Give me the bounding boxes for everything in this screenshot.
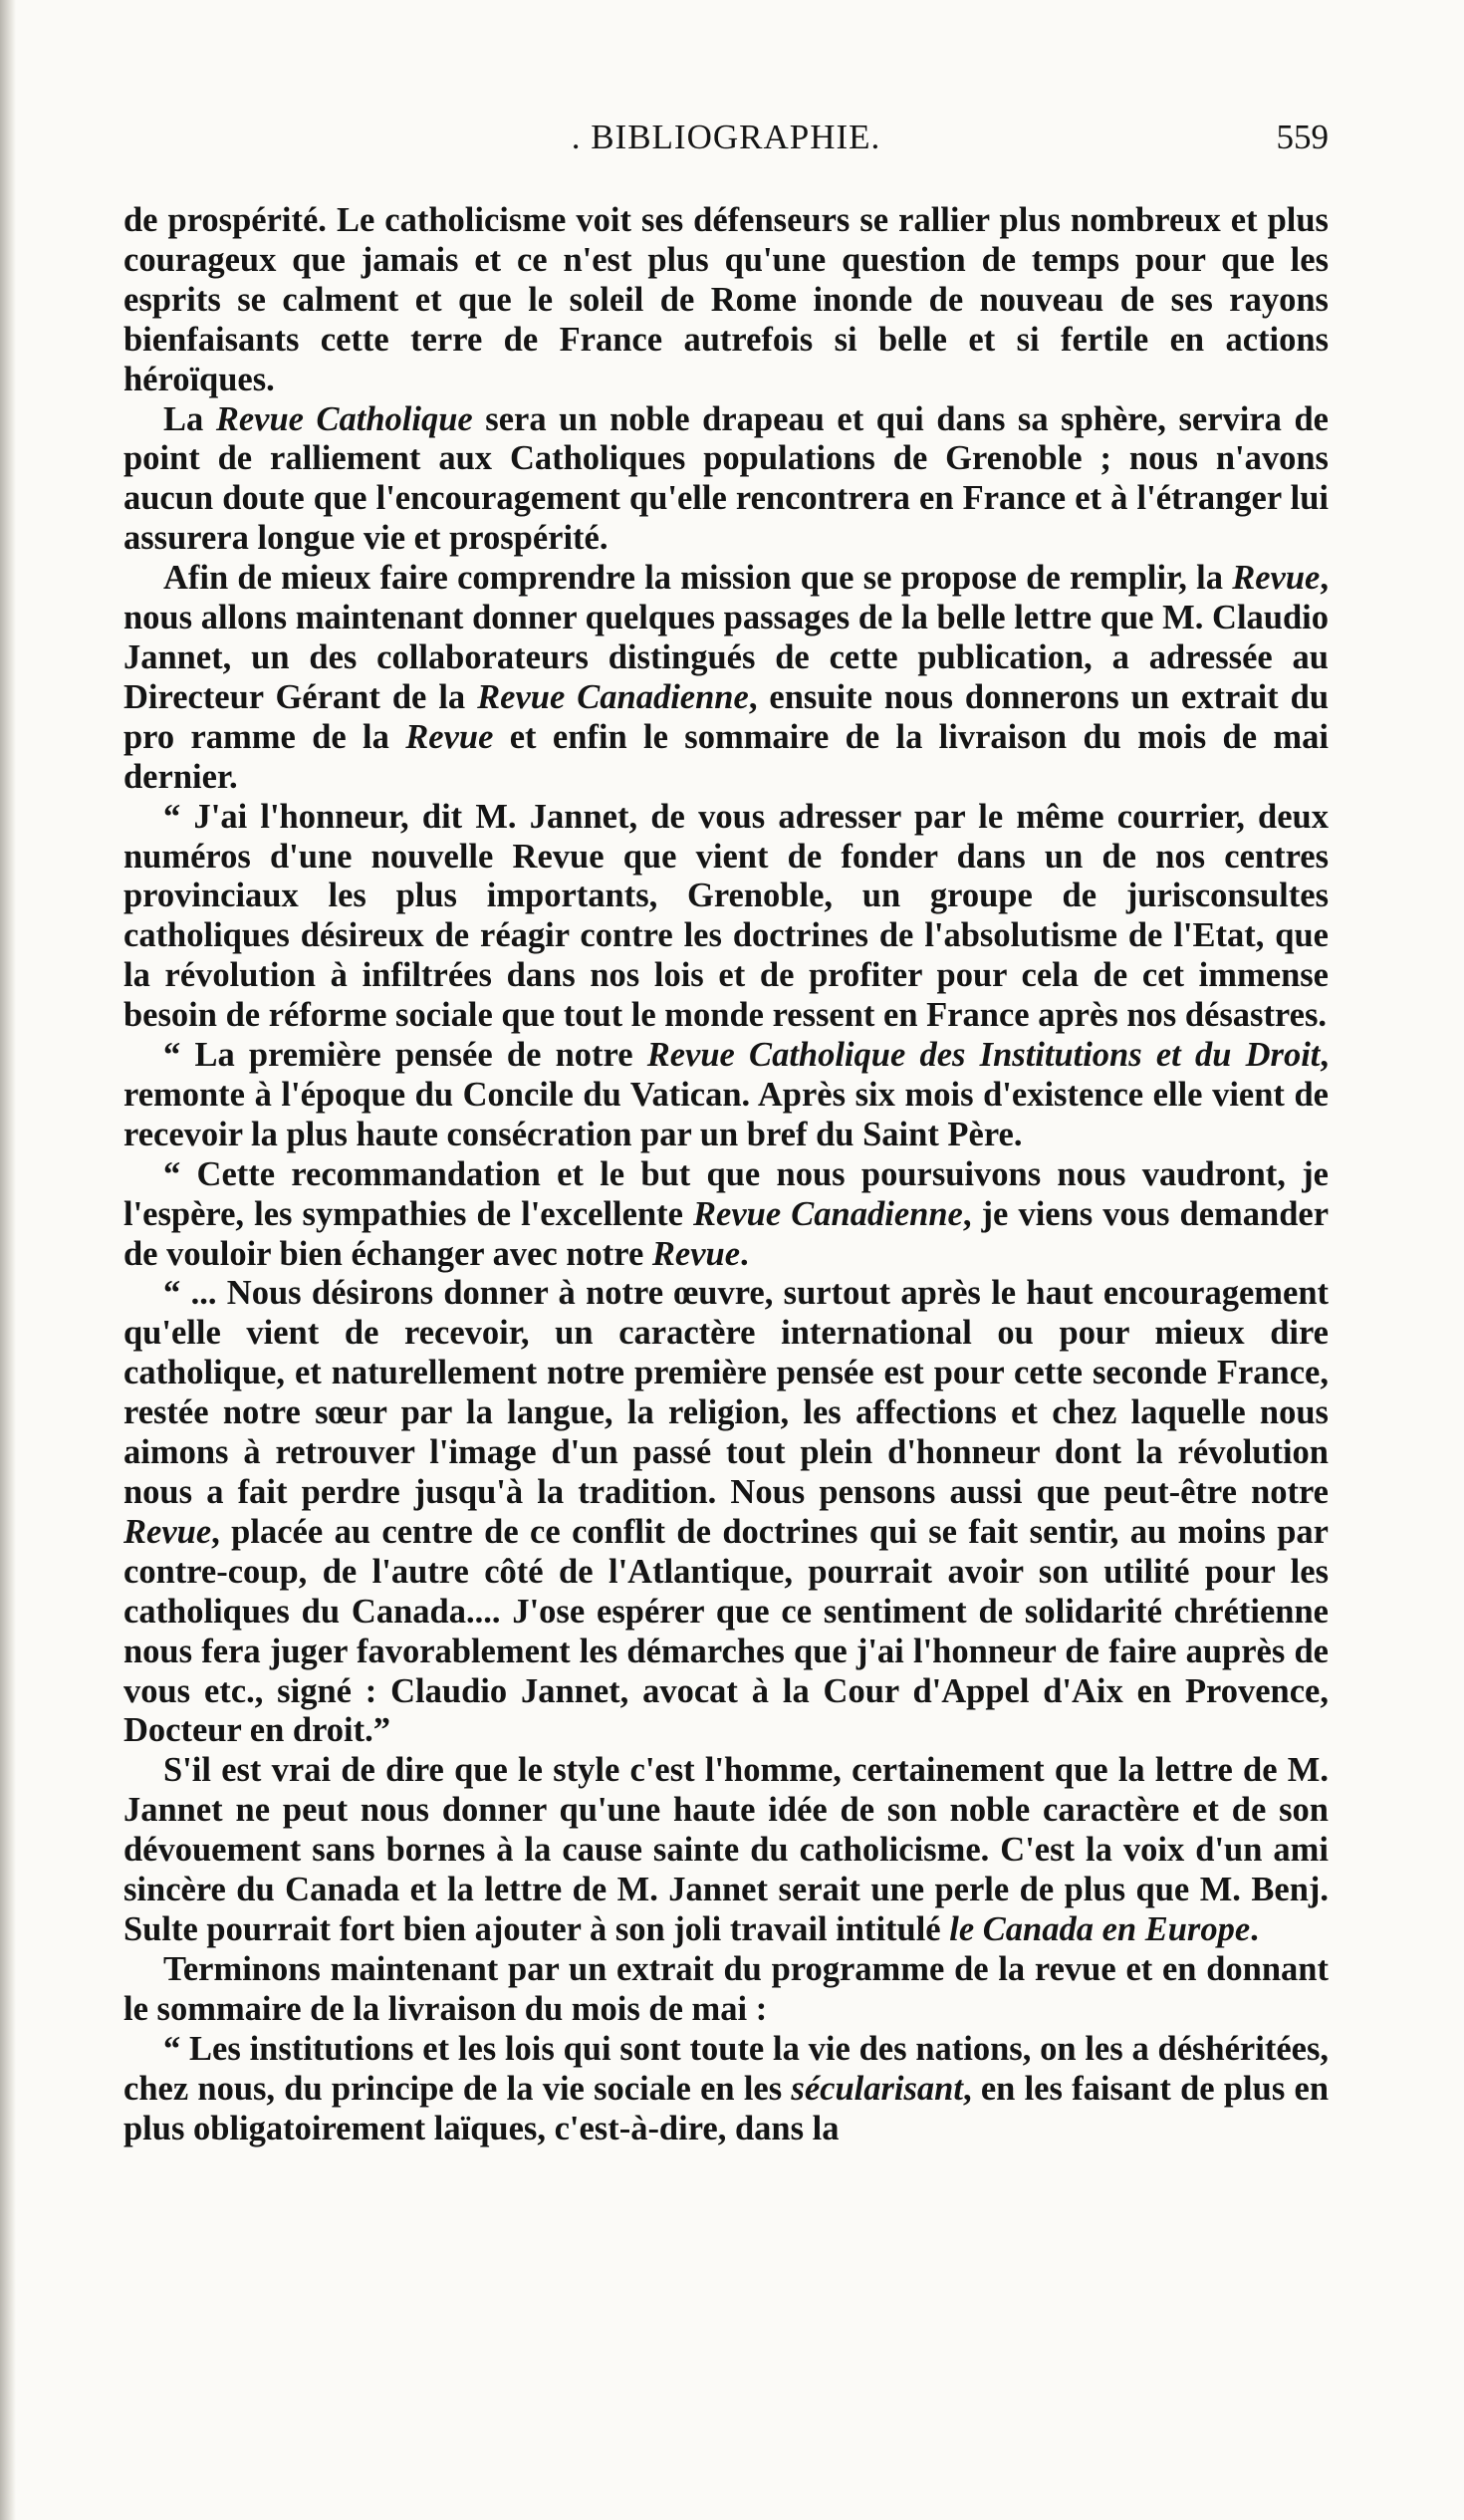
italic-title: Revue <box>405 717 494 756</box>
italic-title: sécularisant <box>791 2069 963 2108</box>
text-run: “ J'ai l'honneur, dit M. Jannet, de vous adresser par le même courrier, deux numéros d'une nouvelle Revue que vient de fonder dans un de nos centres provinciaux les plus importants, Grenoble, un groupe de jurisconsultes catholiques désireux de réagir contre les doctrines de l'absolutisme de l'Etat, que la révolution à infiltrées dans nos lois et de profiter pour cela de cet immense besoin de réforme sociale que tout le monde ressent en France après nos désastres. <box>123 797 1329 1035</box>
paragraph <box>123 1950 1329 2030</box>
text-run: , je viens vous demander de vouloir bien échanger avec notre <box>123 1194 1330 1273</box>
text-run: “ ... Nous désirons donner à notre œuvre, surtout après le haut encouragement qu'elle vient de recevoir, un caractère international ou pour mieux dire catholique, et naturellement notre première pensée est pour cette seconde France, restée notre sœur par la langue, la religion, les affections et chez laquelle nous aimons à retrouver l'image d'un passé tout plein d'honneur dont la révolution nous a fait perdre jusqu'à la tradition. Nous pensons aussi que peut-être notre <box>123 1274 1329 1511</box>
paragraph <box>123 201 1329 400</box>
running-head <box>123 118 1329 181</box>
text-run: , ensuite nous donnerons un extrait du pro ramme de la <box>123 677 1330 756</box>
text-run: S'il est vrai de dire que le style c'est l'homme, certainement que la lettre de M. Jannet ne peut nous donner qu'une haute idée de son noble caractère et de son dévouement sans bornes à la cause sainte du catholicisme. C'est la voix d'un ami sincère du Canada et la lettre de M. Jannet serait une perle de plus que M. Benj. Sulte pourrait fort bien ajouter à son joli travail intitulé <box>123 1751 1329 1948</box>
paragraph <box>123 1155 1329 1275</box>
body-text <box>123 201 1329 2148</box>
page-edge-shadow <box>0 0 16 2520</box>
paragraph <box>123 559 1329 797</box>
italic-title: Revue Catholique <box>215 399 473 438</box>
paragraph <box>123 2030 1329 2149</box>
book-page <box>123 118 1329 2148</box>
paragraph <box>123 400 1329 560</box>
text-run: La <box>163 399 216 438</box>
text-run: et enfin le sommaire de la livraison du mois de mai dernier. <box>123 717 1329 796</box>
italic-title: Revue Canadienne <box>693 1194 963 1233</box>
text-run: , remonte à l'époque du Concile du Vatican. Après six mois d'existence elle vient de recevoir la plus haute consécration par un bref du Saint Père. <box>123 1036 1329 1153</box>
text-run: “ La première pensée de notre <box>163 1036 647 1075</box>
paragraph <box>123 1036 1329 1155</box>
text-run: , nous allons maintenant donner quelques passages de la belle lettre que M. Claudio Jannet, un des collaborateurs distingués de cette publication, a adressée au Directeur Gérant de la <box>123 559 1329 716</box>
text-run: , en les faisant de plus en plus obligatoirement laïques, c'est-à-dire, dans la <box>123 2069 1330 2147</box>
page-number: 559 <box>1276 118 1329 156</box>
italic-title: le Canada en Europe <box>949 1909 1251 1948</box>
text-run: . <box>1250 1909 1259 1948</box>
running-title: . BIBLIOGRAPHIE. <box>571 118 881 156</box>
text-run: . <box>740 1234 749 1273</box>
text-run: , placée au centre de ce conflit de doctrines qui se fait sentir, au moins par contre-coup, de l'autre côté de l'Atlantique, pourrait avoir son utilité pour les catholiques du Canada.... J'ose espérer que ce sentiment de solidarité chrétienne nous fera juger favorablement les démarches que j'ai l'honneur de faire auprès de vous etc., signé : Claudio Jannet, avocat à la Cour d'Appel d'Aix en Provence, Docteur en droit.” <box>123 1512 1329 1750</box>
italic-title: Revue Catholique des Institutions et du Droit <box>646 1036 1321 1075</box>
text-run: sera un noble drapeau et qui dans sa sphère, servira de point de ralliement aux Catholiques populations de Grenoble ; nous n'avons aucun doute que l'encouragement qu'elle rencontrera en France et à l'étranger lui assurera longue vie et prospérité. <box>123 399 1329 558</box>
italic-title: Revue <box>123 1512 212 1551</box>
italic-title: Revue <box>1232 559 1321 598</box>
italic-title: Revue <box>651 1234 741 1273</box>
text-run: “ Cette recommandation et le but que nous poursuivons nous vaudront, je l'espère, les sympathies de l'excellente <box>123 1154 1329 1233</box>
text-run: Afin de mieux faire comprendre la mission que se propose de remplir, la <box>163 559 1233 598</box>
paragraph <box>123 798 1329 1036</box>
italic-title: Revue Canadienne <box>477 677 749 716</box>
text-run: de prospérité. Le catholicisme voit ses défenseurs se rallier plus nombreux et plus courageux que jamais et ce n'est plus qu'une question de temps pour que les esprits se calment et que le soleil de Rome inonde de nouveau de ses rayons bienfaisants cette terre de France autrefois si belle et si fertile en actions héroïques. <box>123 201 1329 398</box>
paragraph <box>123 1274 1329 1751</box>
text-run: Terminons maintenant par un extrait du programme de la revue et en donnant le sommaire de la livraison du mois de mai : <box>123 1949 1329 2028</box>
text-run: “ Les institutions et les lois qui sont toute la vie des nations, on les a déshéritées, chez nous, du principe de la vie sociale en les <box>123 2029 1329 2108</box>
paragraph <box>123 1751 1329 1950</box>
